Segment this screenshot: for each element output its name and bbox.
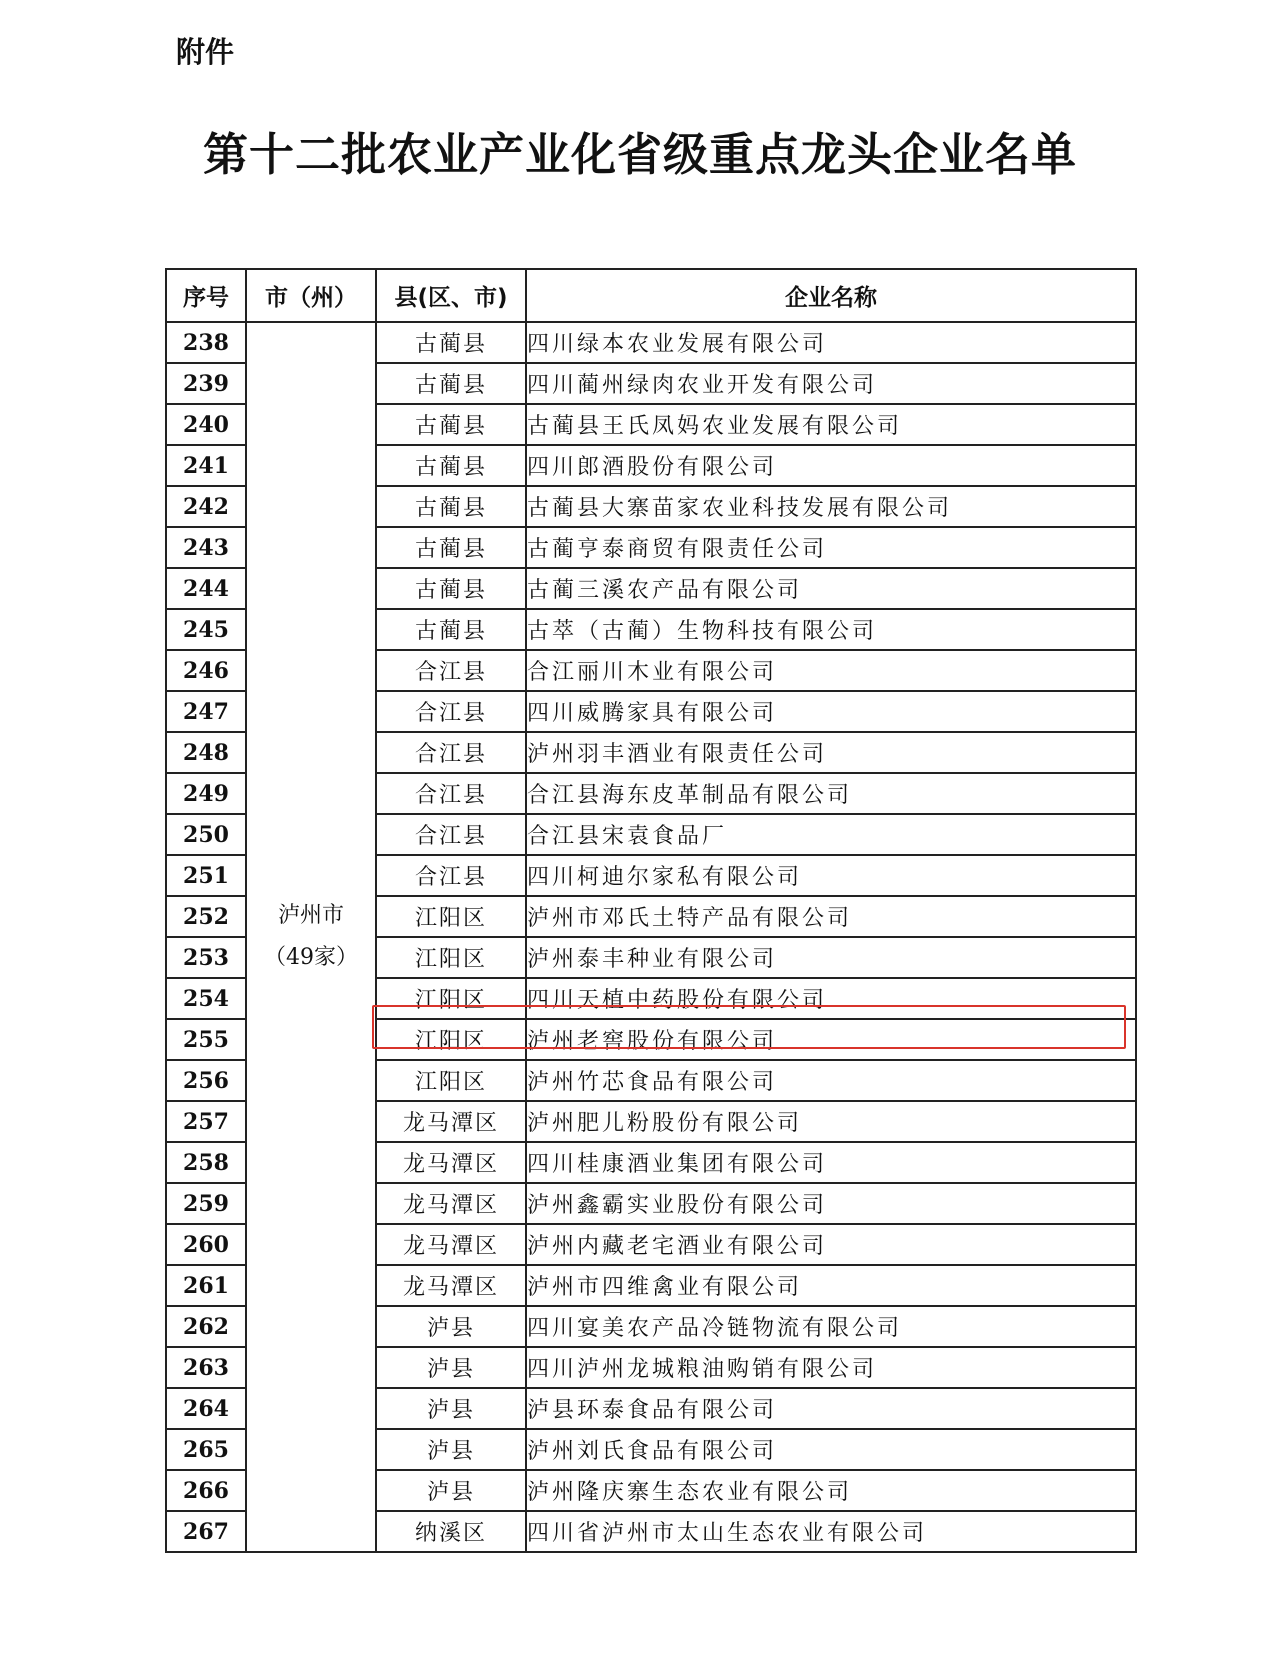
company-cell: 四川绿本农业发展有限公司 — [526, 322, 1136, 363]
seq-cell: 248 — [166, 732, 246, 773]
county-cell: 龙马潭区 — [376, 1224, 526, 1265]
seq-cell: 265 — [166, 1429, 246, 1470]
seq-cell: 244 — [166, 568, 246, 609]
company-cell: 泸州鑫霸实业股份有限公司 — [526, 1183, 1136, 1224]
county-cell: 合江县 — [376, 691, 526, 732]
header-county: 县(区、市) — [376, 269, 526, 322]
seq-cell: 258 — [166, 1142, 246, 1183]
company-cell: 古蔺县王氏凤妈农业发展有限公司 — [526, 404, 1136, 445]
county-cell: 纳溪区 — [376, 1511, 526, 1552]
table-body — [166, 322, 1136, 1552]
company-cell: 四川天植中药股份有限公司 — [526, 978, 1136, 1019]
company-cell: 泸州羽丰酒业有限责任公司 — [526, 732, 1136, 773]
county-cell: 龙马潭区 — [376, 1142, 526, 1183]
seq-cell: 262 — [166, 1306, 246, 1347]
county-cell: 龙马潭区 — [376, 1101, 526, 1142]
county-cell: 龙马潭区 — [376, 1183, 526, 1224]
company-cell: 四川泸州龙城粮油购销有限公司 — [526, 1347, 1136, 1388]
document-title: 第十二批农业产业化省级重点龙头企业名单 — [202, 128, 1077, 181]
county-cell: 古蔺县 — [376, 404, 526, 445]
seq-cell: 238 — [166, 322, 246, 363]
city-count: （49家） — [264, 945, 358, 970]
county-cell: 泸县 — [376, 1347, 526, 1388]
county-cell: 泸县 — [376, 1429, 526, 1470]
company-cell: 古蔺县大寨苗家农业科技发展有限公司 — [526, 486, 1136, 527]
header-company: 企业名称 — [526, 269, 1136, 322]
seq-cell: 255 — [166, 1019, 246, 1060]
seq-cell: 246 — [166, 650, 246, 691]
county-cell: 龙马潭区 — [376, 1265, 526, 1306]
seq-cell: 251 — [166, 855, 246, 896]
county-cell: 江阳区 — [376, 978, 526, 1019]
header-seq: 序号 — [166, 269, 246, 322]
seq-cell: 245 — [166, 609, 246, 650]
county-cell: 古蔺县 — [376, 568, 526, 609]
seq-cell: 239 — [166, 363, 246, 404]
seq-cell: 263 — [166, 1347, 246, 1388]
attachment-label: 附件 — [176, 35, 235, 69]
seq-cell: 240 — [166, 404, 246, 445]
seq-cell: 260 — [166, 1224, 246, 1265]
seq-cell: 243 — [166, 527, 246, 568]
company-cell: 合江县海东皮革制品有限公司 — [526, 773, 1136, 814]
seq-cell: 242 — [166, 486, 246, 527]
seq-cell: 267 — [166, 1511, 246, 1552]
company-cell: 四川桂康酒业集团有限公司 — [526, 1142, 1136, 1183]
seq-cell: 266 — [166, 1470, 246, 1511]
seq-cell: 264 — [166, 1388, 246, 1429]
county-cell: 江阳区 — [376, 1019, 526, 1060]
seq-cell: 254 — [166, 978, 246, 1019]
county-cell: 合江县 — [376, 814, 526, 855]
county-cell: 古蔺县 — [376, 527, 526, 568]
company-cell: 四川柯迪尔家私有限公司 — [526, 855, 1136, 896]
city-name: 泸州市 — [277, 903, 344, 928]
county-cell: 合江县 — [376, 732, 526, 773]
company-cell: 合江县宋袁食品厂 — [526, 814, 1136, 855]
table-row — [166, 322, 1136, 363]
county-cell: 泸县 — [376, 1306, 526, 1347]
table-header-row — [166, 269, 1136, 322]
company-cell: 四川宴美农产品冷链物流有限公司 — [526, 1306, 1136, 1347]
company-cell: 泸县环泰食品有限公司 — [526, 1388, 1136, 1429]
county-cell: 合江县 — [376, 773, 526, 814]
company-cell: 泸州竹芯食品有限公司 — [526, 1060, 1136, 1101]
county-cell: 江阳区 — [376, 896, 526, 937]
company-cell: 合江丽川木业有限公司 — [526, 650, 1136, 691]
enterprise-table — [165, 268, 1137, 1553]
company-cell: 泸州市四维禽业有限公司 — [526, 1265, 1136, 1306]
seq-cell: 249 — [166, 773, 246, 814]
company-cell: 四川威腾家具有限公司 — [526, 691, 1136, 732]
header-city: 市（州） — [246, 269, 376, 322]
county-cell: 泸县 — [376, 1388, 526, 1429]
company-cell: 古蔺三溪农产品有限公司 — [526, 568, 1136, 609]
county-cell: 古蔺县 — [376, 486, 526, 527]
county-cell: 江阳区 — [376, 937, 526, 978]
highlight-box — [372, 1005, 1126, 1049]
company-cell: 四川省泸州市太山生态农业有限公司 — [526, 1511, 1136, 1552]
seq-cell: 257 — [166, 1101, 246, 1142]
company-cell: 泸州老窖股份有限公司 — [526, 1019, 1136, 1060]
county-cell: 合江县 — [376, 855, 526, 896]
seq-cell: 253 — [166, 937, 246, 978]
seq-cell: 261 — [166, 1265, 246, 1306]
seq-cell: 256 — [166, 1060, 246, 1101]
county-cell: 泸县 — [376, 1470, 526, 1511]
county-cell: 古蔺县 — [376, 322, 526, 363]
seq-cell: 241 — [166, 445, 246, 486]
company-cell: 四川蔺州绿肉农业开发有限公司 — [526, 363, 1136, 404]
company-cell: 泸州肥儿粉股份有限公司 — [526, 1101, 1136, 1142]
county-cell: 合江县 — [376, 650, 526, 691]
company-cell: 泸州隆庆寨生态农业有限公司 — [526, 1470, 1136, 1511]
company-cell: 泸州泰丰种业有限公司 — [526, 937, 1136, 978]
company-cell: 泸州刘氏食品有限公司 — [526, 1429, 1136, 1470]
county-cell: 古蔺县 — [376, 363, 526, 404]
company-cell: 古萃（古蔺）生物科技有限公司 — [526, 609, 1136, 650]
seq-cell: 247 — [166, 691, 246, 732]
county-cell: 古蔺县 — [376, 445, 526, 486]
company-cell: 泸州内藏老宅酒业有限公司 — [526, 1224, 1136, 1265]
city-cell — [246, 322, 376, 1552]
seq-cell: 259 — [166, 1183, 246, 1224]
seq-cell: 252 — [166, 896, 246, 937]
county-cell: 古蔺县 — [376, 609, 526, 650]
seq-cell: 250 — [166, 814, 246, 855]
company-cell: 古蔺亨泰商贸有限责任公司 — [526, 527, 1136, 568]
county-cell: 江阳区 — [376, 1060, 526, 1101]
company-cell: 四川郎酒股份有限公司 — [526, 445, 1136, 486]
company-cell: 泸州市邓氏土特产品有限公司 — [526, 896, 1136, 937]
